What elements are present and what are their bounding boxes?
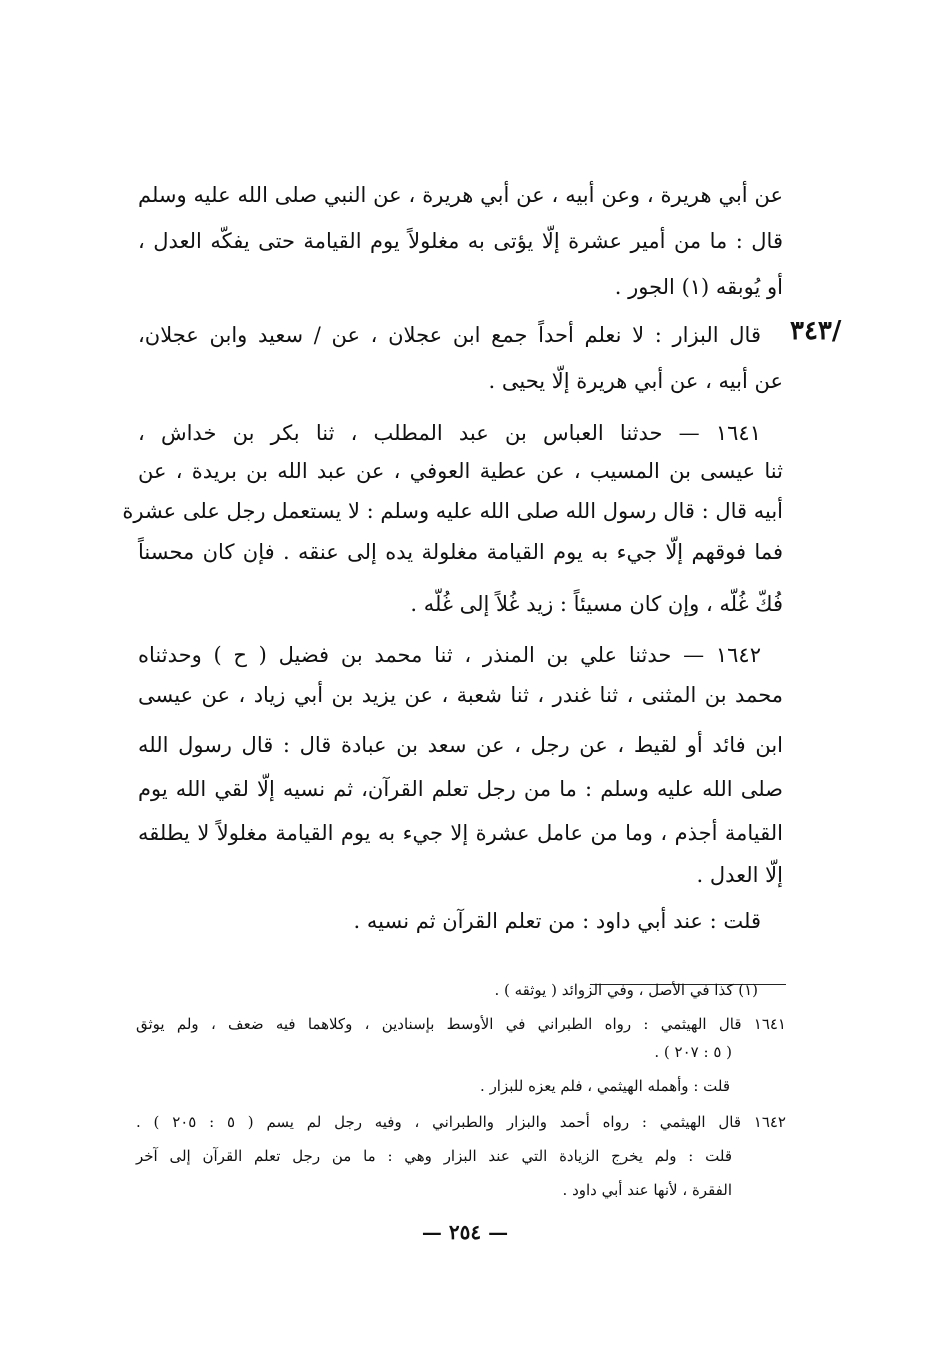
text-line: عن أبيه ، عن أبي هريرة إلّا يحيى . — [488, 369, 783, 393]
hadith-1642-line: ١٦٤٢ — حدثنا علي بن المنذر ، ثنا محمد بن فضيل ( ح ) وحدثناه — [138, 643, 761, 667]
hadith-1641-line: فُكّ غُلّه ، وإن كان مسيئاً : زيد غُلاً إلى غُلّه . — [410, 592, 783, 616]
footnote-line: ( ٥ : ٢٠٧ ) . — [654, 1043, 732, 1061]
text-line: قال البزار : لا نعلم أحداً جمع ابن عجلان ، عن / سعيد وابن عجلان، — [138, 323, 761, 347]
hadith-1641-line: ثنا عيسى بن المسيب ، عن عطية العوفي ، عن عبد الله بن بريدة ، عن — [138, 459, 783, 483]
footnote-line: ١٦٤١ قال الهيثمي : رواه الطبراني في الأوسط بإسنادين ، وكلاهما فيه ضعف ، ولم يوثق — [136, 1015, 786, 1033]
footnote-line: قلت : وأهمله الهيثمي ، فلم يعزه للبزار . — [480, 1077, 730, 1095]
footnote-line: (١) كذا في الأصل ، وفي الزوائد ( يوثقه ) . — [494, 981, 758, 999]
hadith-1641-line: أبيه قال : قال رسول الله صلى الله عليه وسلم : لا يستعمل رجل على عشرة — [122, 499, 783, 523]
text-line: قلت : عند أبي داود : من تعلم القرآن ثم نسيه . — [353, 909, 761, 933]
hadith-1642-line: القيامة أجذم ، وما من عامل عشرة إلا جيء به يوم القيامة مغلولاً لا يطلقه — [138, 821, 783, 845]
footnote-line: الفقرة ، لأنها عند أبي داود . — [562, 1181, 732, 1199]
hadith-1642-line: ابن فائد أو لقيط ، عن رجل ، عن سعد بن عبادة قال : قال رسول الله — [138, 733, 783, 757]
hadith-1642-line: إلّا العدل . — [696, 863, 783, 887]
text-line: قال : ما من أمير عشرة إلّا يؤتى به مغلولاً يوم القيامة حتى يفكّه العدل ، — [138, 229, 783, 253]
hadith-1642-line: صلى الله عليه وسلم : ما من رجل تعلم القرآن، ثم نسيه إلّا لقي الله يوم — [138, 777, 783, 801]
hadith-1641-line: ١٦٤١ — حدثنا العباس بن عبد المطلب ، ثنا بكر بن خداش ، — [138, 421, 761, 445]
footnote-line: ١٦٤٢ قال الهيثمي : رواه أحمد والبزار والطبراني ، وفيه رجل لم يسم ( ٥ : ٢٠٥ ) . — [136, 1113, 786, 1131]
hadith-1641-line: فما فوقهم إلّا جيء به يوم القيامة مغلولة يده إلى عنقه . فإن كان محسناً — [138, 540, 783, 564]
page-number: — ٢٥٤ — — [421, 1220, 509, 1244]
footnote-line: قلت : ولم يخرج الزيادة التي عند البزار وهي : ما من رجل تعلم القرآن إلى آخر — [136, 1147, 732, 1165]
text-line: أو يُوبقه (١) الجور . — [614, 275, 783, 299]
text-line: عن أبي هريرة ، وعن أبيه ، عن أبي هريرة ، عن النبي صلى الله عليه وسلم — [138, 183, 783, 207]
margin-page-marker: /٣٤٣ — [790, 316, 842, 346]
hadith-1642-line: محمد بن المثنى ، ثنا غندر ، ثنا شعبة ، عن يزيد بن أبي زياد ، عن عيسى — [138, 683, 783, 707]
